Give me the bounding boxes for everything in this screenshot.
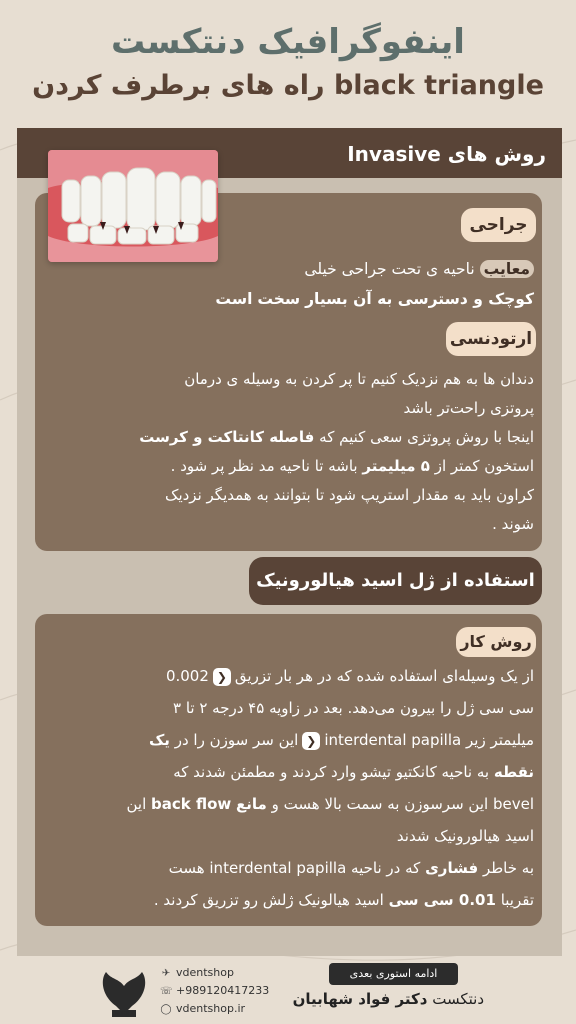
surgery-text: معایب ناحیه ی تحت جراحی خیلی کوچک و دسترسی به آن بسیار سخت است	[215, 260, 534, 308]
method-text: از یک وسیله‌ای استفاده شده که در هر بار تزریق❮0.002 سی سی ژل را بیرون می‌دهد. بعد در زاویه ۴۵ درجه ۲ تا ۳ میلیمتر زیر interdental papilla❮این سر سوزن را در یک نقطه به ناحیه کانکتیو تیشو وارد کردند و مطمئن شدند که bevel این سرسوزن به سمت بالا هست و مانع back flow این اسید هیالورونیک شدند به خاطر فشاری که در ناحیه interdental papilla هست تقریبا 0.01 سی سی اسید هیالونیک ژلش رو تزریق کردند .	[126, 667, 534, 909]
whatsapp-icon: ☏	[160, 986, 173, 997]
author-credit: دنتکست دکتر فواد شهابیان	[292, 990, 484, 1008]
hyaluronic-title: استفاده از ژل اسید هیالورونیک	[249, 557, 542, 605]
teeth-photo	[48, 150, 218, 262]
teeth-illustration	[48, 150, 218, 262]
method-label: روش کار	[456, 627, 536, 657]
page-subtitle: راه های برطرف کردن black triangle	[32, 70, 544, 101]
flaw-badge: معایب	[480, 260, 534, 278]
surgery-label: جراحی	[461, 208, 536, 242]
ortho-text: دندان ها به هم نزدیک کنیم تا پر کردن به وسیله ی درمان پروتزی راحت‌تر باشد اینجا با روش پروتزی سعی کنیم که فاصله کانتاکت و کرست استخون کمتر از ۵ میلیمتر باشه تا ناحیه مد نظر پر شود . کراون باید به مقدار استریپ شود تا بتوانند به همدیگر نزدیک شوند .	[139, 370, 534, 533]
page-title: اینفوگرافیک دنتکست	[111, 22, 465, 62]
website-link[interactable]: ◯ vdentshop.ir	[160, 1002, 246, 1015]
chevron-left-icon: ❮	[302, 732, 320, 750]
invasive-title: روش های Invasive	[347, 142, 546, 166]
chevron-left-icon: ❮	[213, 668, 231, 686]
shop-handle[interactable]: ✈ vdentshop	[161, 966, 234, 979]
globe-icon: ◯	[160, 1004, 172, 1015]
ortho-label: ارتودنسی	[446, 322, 536, 356]
logo-text: VDENT	[114, 1011, 134, 1017]
phone-number[interactable]: ☏ +989120417233	[160, 984, 270, 997]
telegram-icon: ✈	[161, 968, 171, 979]
next-story-badge: ادامه استوری بعدی	[329, 963, 458, 985]
